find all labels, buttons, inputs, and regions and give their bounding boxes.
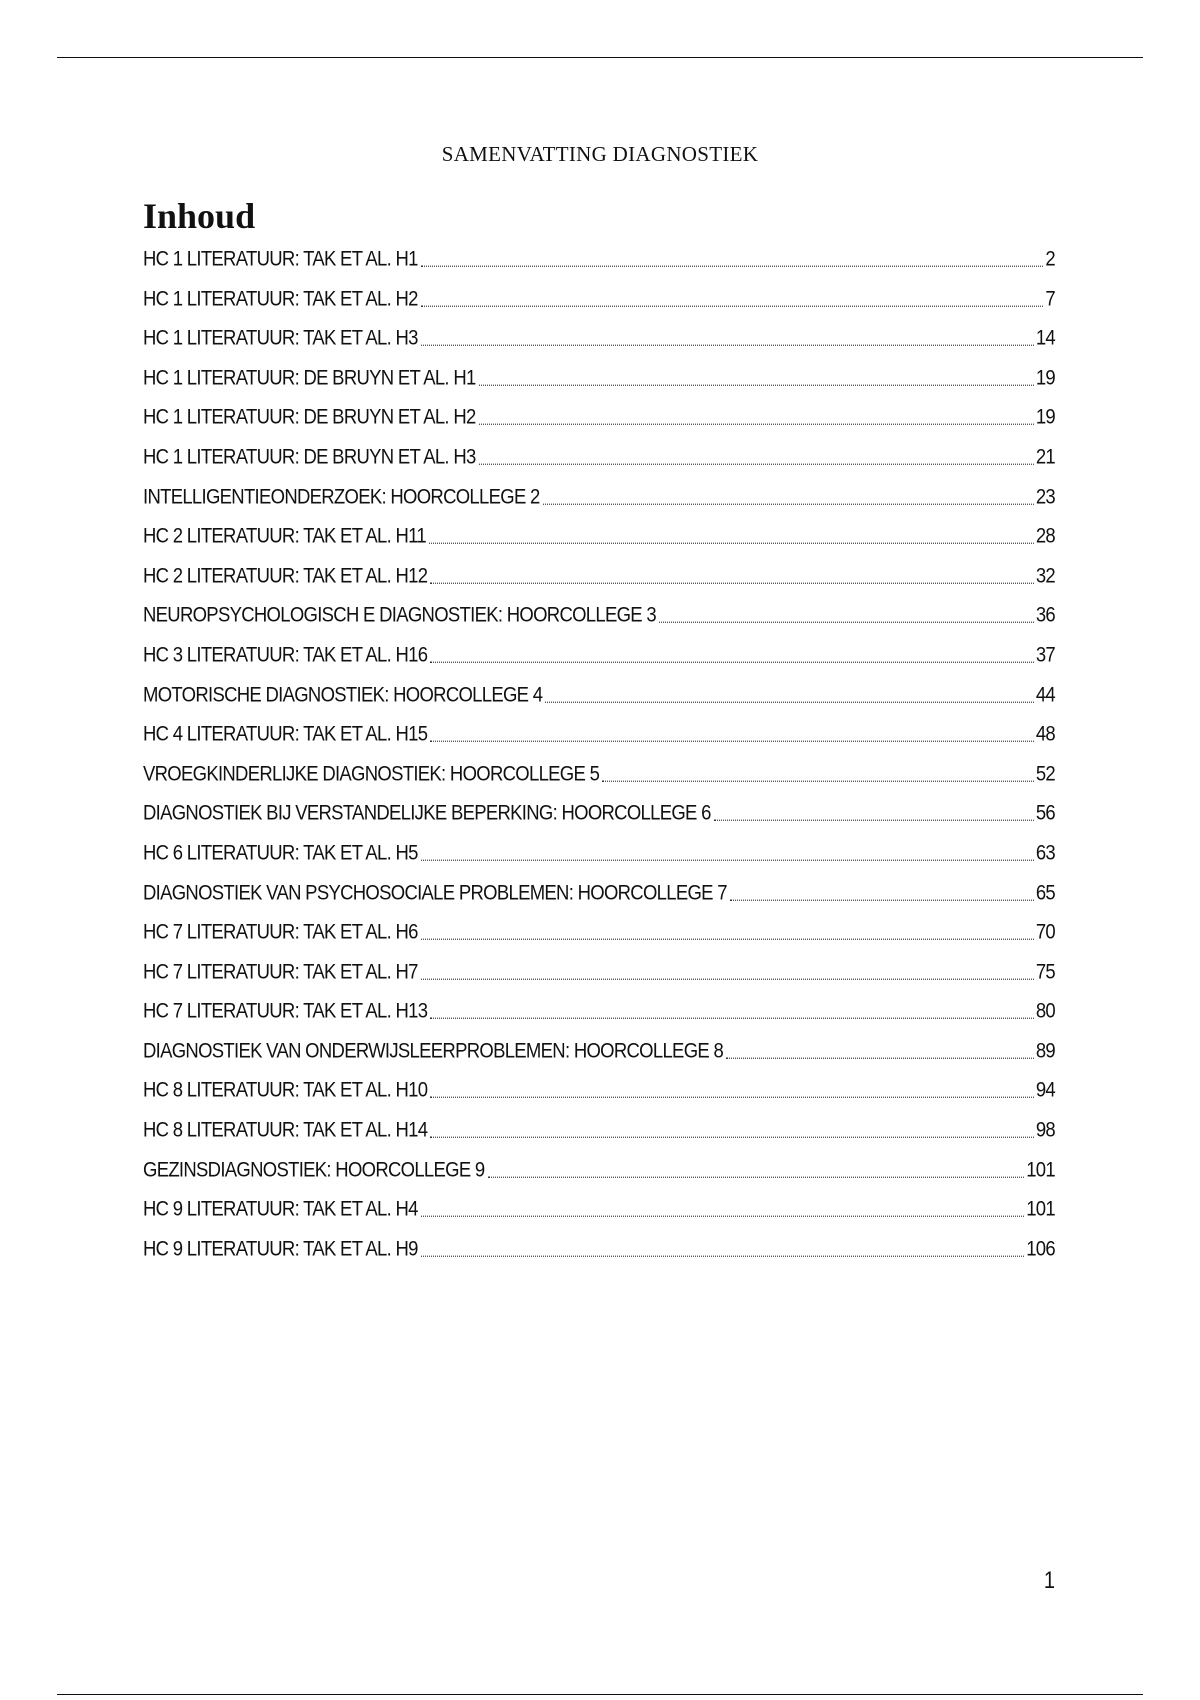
table-of-contents xyxy=(143,244,1055,1273)
toc-entry[interactable] xyxy=(143,832,1055,878)
toc-dot-leader xyxy=(421,305,1044,306)
toc-entry-title: HC 3 LITERATUUR: TAK ET AL. H16 xyxy=(143,641,428,666)
toc-entry-page: 89 xyxy=(1035,1037,1055,1062)
footer-rule xyxy=(57,1694,1143,1695)
toc-entry-title: HC 2 LITERATUUR: TAK ET AL. H11 xyxy=(143,522,426,547)
toc-entry-page: 65 xyxy=(1035,879,1055,904)
toc-dot-leader xyxy=(421,938,1034,939)
document-header-title: SAMENVATTING DIAGNOSTIEK xyxy=(441,142,759,166)
toc-entry-title: HC 9 LITERATUUR: TAK ET AL. H4 xyxy=(143,1195,418,1221)
toc-entry-page: 19 xyxy=(1035,404,1055,429)
toc-entry-page: 101 xyxy=(1026,1156,1055,1181)
toc-entry-page: 37 xyxy=(1035,641,1055,666)
toc-dot-leader xyxy=(430,661,1033,662)
toc-entry-page: 32 xyxy=(1035,562,1055,587)
toc-entry-title: MOTORISCHE DIAGNOSTIEK: HOORCOLLEGE 4 xyxy=(143,681,543,706)
toc-entry-title: HC 4 LITERATUUR: TAK ET AL. H15 xyxy=(143,720,428,745)
toc-entry-page: 94 xyxy=(1035,1077,1055,1102)
toc-entry-title: HC 1 LITERATUUR: DE BRUYN ET AL. H1 xyxy=(143,364,476,389)
toc-entry[interactable] xyxy=(143,911,1055,957)
toc-entry-title: HC 9 LITERATUUR: TAK ET AL. H9 xyxy=(143,1235,418,1260)
toc-dot-leader xyxy=(421,1255,1024,1256)
toc-entry-title: HC 1 LITERATUUR: TAK ET AL. H3 xyxy=(143,324,418,349)
toc-dot-leader xyxy=(430,1097,1033,1098)
toc-dot-leader xyxy=(421,265,1044,266)
toc-entry-title: NEUROPSYCHOLOGISCH E DIAGNOSTIEK: HOORCOLLEGE 3 xyxy=(143,601,656,627)
toc-dot-leader xyxy=(421,859,1034,860)
toc-entry-title: HC 8 LITERATUUR: TAK ET AL. H14 xyxy=(143,1116,428,1141)
toc-entry-page: 19 xyxy=(1035,364,1055,389)
toc-entry[interactable] xyxy=(143,1188,1055,1234)
toc-entry-page: 70 xyxy=(1035,918,1055,943)
header-rule xyxy=(57,57,1143,58)
toc-dot-leader xyxy=(730,899,1034,900)
toc-dot-leader xyxy=(430,1017,1033,1018)
toc-entry[interactable] xyxy=(143,515,1055,561)
toc-dot-leader xyxy=(430,1136,1033,1137)
toc-dot-leader xyxy=(714,820,1034,821)
toc-entry-page: 56 xyxy=(1035,799,1055,825)
toc-entry[interactable] xyxy=(143,634,1055,680)
toc-entry-page: 75 xyxy=(1035,958,1055,983)
toc-dot-leader xyxy=(430,582,1033,583)
toc-entry-title: HC 7 LITERATUUR: TAK ET AL. H6 xyxy=(143,918,418,943)
toc-entry[interactable] xyxy=(143,317,1055,363)
toc-entry-title: VROEGKINDERLIJKE DIAGNOSTIEK: HOORCOLLEGE 5 xyxy=(143,760,600,785)
toc-entry-page: 80 xyxy=(1035,997,1055,1023)
toc-entry-title: HC 6 LITERATUUR: TAK ET AL. H5 xyxy=(143,839,418,864)
toc-dot-leader xyxy=(479,424,1034,425)
toc-entry-title: DIAGNOSTIEK VAN ONDERWIJSLEERPROBLEMEN: HOORCOLLEGE 8 xyxy=(143,1037,724,1062)
toc-entry-title: HC 1 LITERATUUR: DE BRUYN ET AL. H2 xyxy=(143,404,476,429)
toc-dot-leader xyxy=(543,503,1034,504)
toc-entry-title: HC 1 LITERATUUR: DE BRUYN ET AL. H3 xyxy=(143,443,476,468)
toc-entry-page: 28 xyxy=(1035,522,1055,547)
toc-entry-title: HC 1 LITERATUUR: TAK ET AL. H2 xyxy=(143,285,418,310)
toc-entry[interactable] xyxy=(143,1228,1055,1274)
toc-dot-leader xyxy=(545,701,1033,702)
toc-entry-title: HC 7 LITERATUUR: TAK ET AL. H13 xyxy=(143,997,428,1023)
toc-entry-page: 52 xyxy=(1035,760,1055,785)
toc-entry-page: 48 xyxy=(1035,720,1055,745)
toc-entry-page: 36 xyxy=(1035,601,1055,627)
toc-entry-page: 63 xyxy=(1035,839,1055,864)
toc-entry-page: 21 xyxy=(1035,443,1055,468)
toc-entry[interactable] xyxy=(143,1109,1055,1155)
toc-heading: Inhoud xyxy=(143,196,256,236)
toc-entry[interactable] xyxy=(143,713,1055,759)
toc-entry[interactable] xyxy=(143,238,1055,284)
toc-dot-leader xyxy=(421,1215,1024,1216)
toc-dot-leader xyxy=(421,344,1034,345)
toc-entry-page: 101 xyxy=(1026,1195,1055,1221)
toc-dot-leader xyxy=(479,463,1034,464)
toc-entry-title: HC 1 LITERATUUR: TAK ET AL. H1 xyxy=(143,245,418,270)
toc-entry-page: 7 xyxy=(1045,285,1055,310)
toc-dot-leader xyxy=(488,1176,1025,1177)
toc-entry-title: HC 7 LITERATUUR: TAK ET AL. H7 xyxy=(143,958,418,983)
toc-entry-page: 14 xyxy=(1035,324,1055,349)
toc-entry-page: 98 xyxy=(1035,1116,1055,1141)
toc-entry-title: DIAGNOSTIEK VAN PSYCHOSOCIALE PROBLEMEN: HOORCOLLEGE 7 xyxy=(143,879,727,904)
toc-entry-title: HC 2 LITERATUUR: TAK ET AL. H12 xyxy=(143,562,428,587)
toc-entry-page: 2 xyxy=(1045,245,1055,270)
toc-dot-leader xyxy=(429,542,1034,543)
toc-dot-leader xyxy=(479,384,1034,385)
toc-dot-leader xyxy=(421,978,1034,979)
toc-entry-title: HC 8 LITERATUUR: TAK ET AL. H10 xyxy=(143,1077,428,1102)
toc-entry-title: GEZINSDIAGNOSTIEK: HOORCOLLEGE 9 xyxy=(143,1156,485,1181)
toc-dot-leader xyxy=(726,1057,1034,1058)
toc-entry[interactable] xyxy=(143,990,1055,1036)
toc-entry-title: DIAGNOSTIEK BIJ VERSTANDELIJKE BEPERKING: HOORCOLLEGE 6 xyxy=(143,799,711,825)
toc-entry[interactable] xyxy=(143,436,1055,482)
toc-entry-page: 44 xyxy=(1035,681,1055,706)
toc-dot-leader xyxy=(430,740,1033,741)
toc-entry-page: 23 xyxy=(1035,483,1055,508)
page-number: 1 xyxy=(1043,1567,1055,1594)
toc-entry-title: INTELLIGENTIEONDERZOEK: HOORCOLLEGE 2 xyxy=(143,483,540,508)
toc-dot-leader xyxy=(602,780,1034,781)
toc-dot-leader xyxy=(659,622,1034,623)
toc-entry-page: 106 xyxy=(1026,1235,1055,1260)
